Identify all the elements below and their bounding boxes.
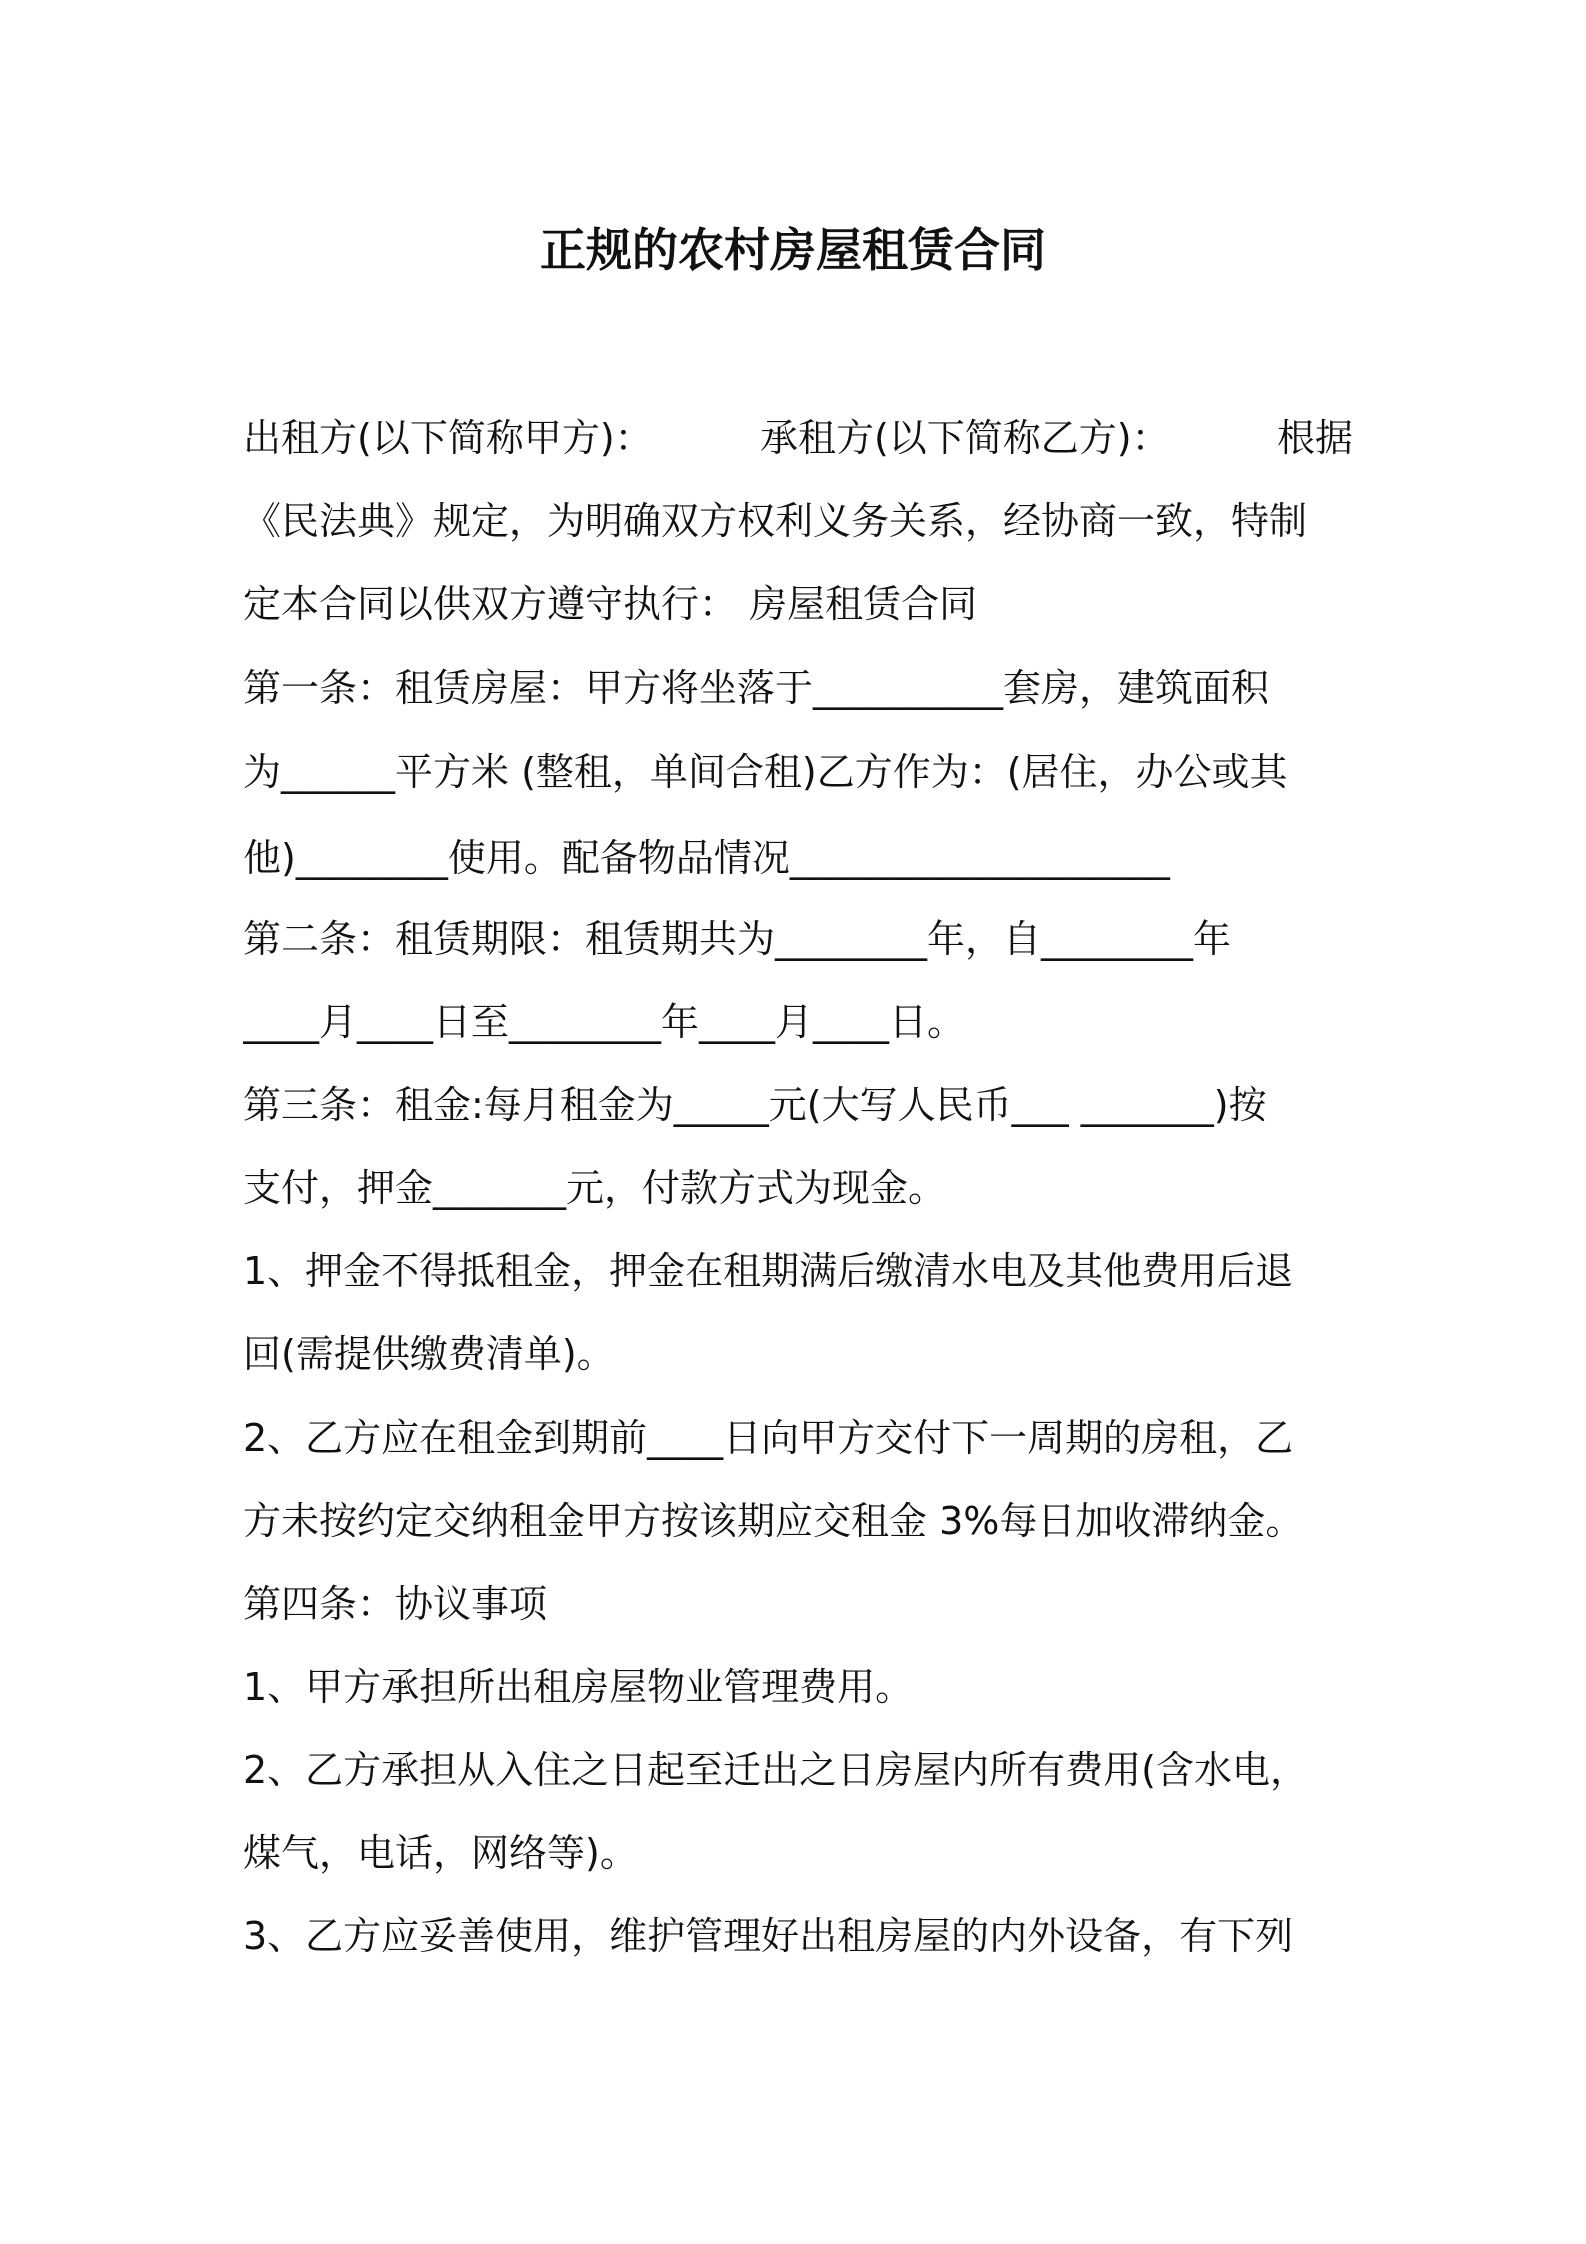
clause-line: 第三条：租金:每月租金为_____元(大写人民币___ _______)按 <box>243 1083 1267 1127</box>
clause-line: ____月____日至________年____月____日。 <box>243 1000 966 1044</box>
lessee-label: 承租方(以下简称乙方)： <box>759 416 1170 460</box>
document-title: 正规的农村房屋租赁合同 <box>540 223 1046 277</box>
intro-line-parties <box>243 408 1353 468</box>
clause-line: 支付，押金_______元，付款方式为现金。 <box>243 1166 947 1210</box>
clause-line: 2、乙方应在租金到期前____日向甲方交付下一周期的房租，乙 <box>243 1416 1294 1460</box>
basis-start: 根据 <box>1276 416 1353 460</box>
clause-line: 2、乙方承担从入住之日起至迁出之日房屋内所有费用(含水电， <box>243 1748 1309 1792</box>
clause-line: 方未按约定交纳租金甲方按该期应交租金 3%每日加收滞纳金。 <box>243 1499 1304 1543</box>
intro-line-3: 定本合同以供双方遵守执行： 房屋租赁合同 <box>243 582 978 626</box>
clause-line: 第一条：租赁房屋：甲方将坐落于__________套房，建筑面积 <box>243 666 1270 710</box>
clause-line: 他)________使用。配备物品情况____________________ <box>243 836 1170 880</box>
clause-line: 1、甲方承担所出租房屋物业管理费用。 <box>243 1665 914 1709</box>
clause-line: 煤气，电话，网络等)。 <box>243 1831 638 1875</box>
clause-line: 1、押金不得抵租金，押金在租期满后缴清水电及其他费用后退 <box>243 1249 1294 1293</box>
clause-line: 第二条：租赁期限：租赁期共为________年，自________年 <box>243 917 1232 961</box>
clause-line: 3、乙方应妥善使用，维护管理好出租房屋的内外设备，有下列 <box>243 1914 1294 1958</box>
clause-line: 为______平方米 (整租，单间合租)乙方作为：(居住，办公或其 <box>243 750 1288 794</box>
intro-line-2: 《民法典》规定，为明确双方权利义务关系，经协商一致，特制 <box>243 499 1308 543</box>
clause-line: 第四条：协议事项 <box>243 1582 548 1626</box>
lessor-label: 出租方(以下简称甲方)： <box>243 416 653 460</box>
clause-line: 回(需提供缴费清单)。 <box>243 1332 615 1376</box>
